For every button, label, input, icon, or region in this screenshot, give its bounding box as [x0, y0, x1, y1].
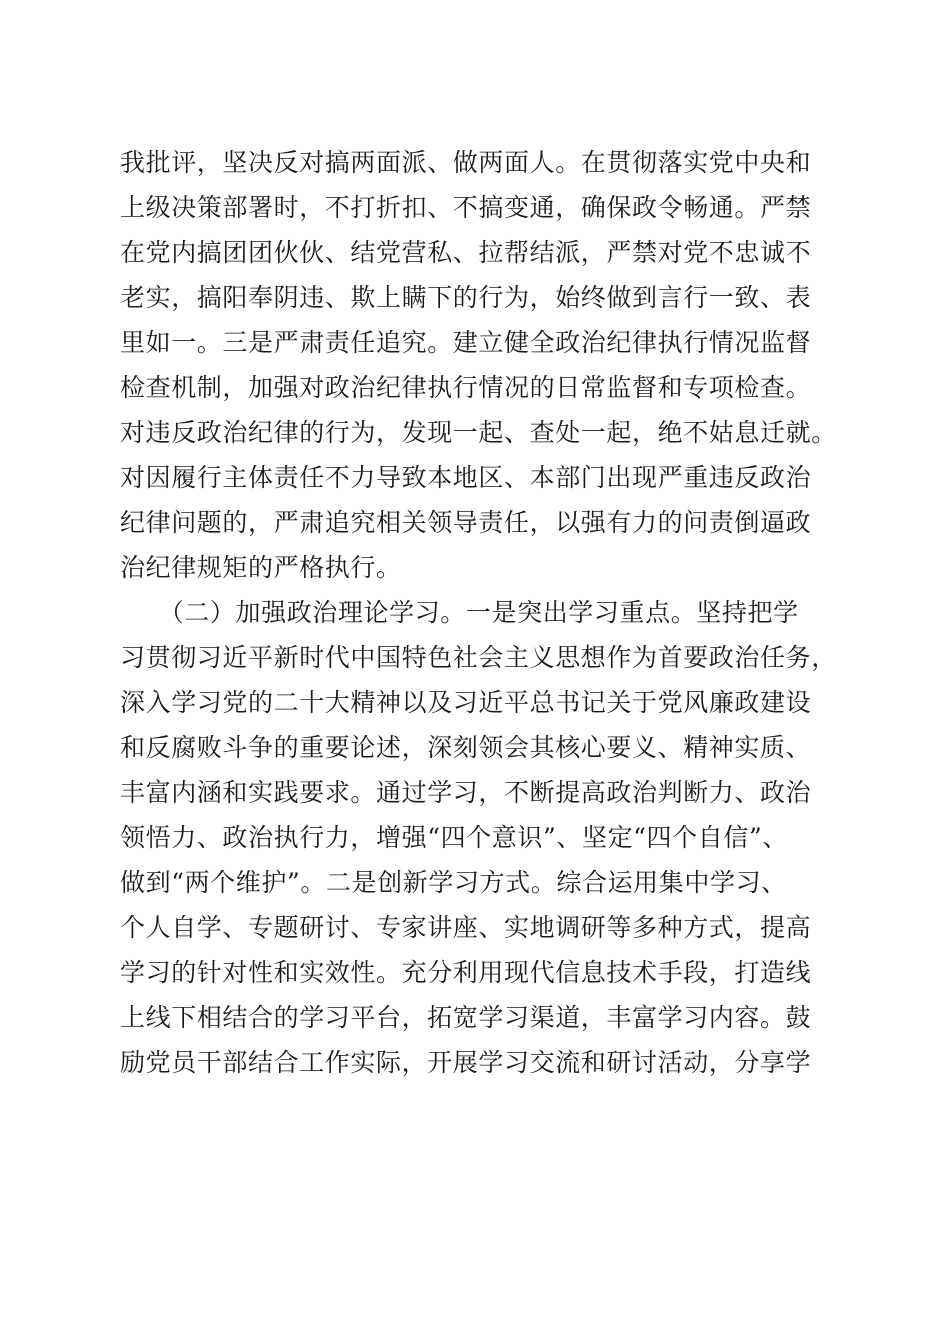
text-line: 学习的针对性和实效性。充分利用现代信息技术手段，打造线	[120, 958, 812, 987]
text-line: 丰富内涵和实践要求。通过学习，不断提高政治判断力、政治	[120, 778, 812, 807]
text-line: 上级决策部署时，不打折扣、不搞变通，确保政令畅通。严禁	[120, 193, 812, 222]
text-line: 对因履行主体责任不力导致本地区、本部门出现严重违反政治	[120, 463, 812, 492]
text-line: 上线下相结合的学习平台，拓宽学习渠道，丰富学习内容。鼓	[120, 1003, 812, 1032]
text-line: 深入学习党的二十大精神以及习近平总书记关于党风廉政建设	[120, 688, 812, 717]
text-line: 纪律问题的，严肃追究相关领导责任，以强有力的问责倒逼政	[120, 508, 812, 537]
section-heading-line: （二）加强政治理论学习。一是突出学习重点。坚持把学	[120, 598, 799, 627]
text-line: 个人自学、专题研讨、专家讲座、实地调研等多种方式，提高	[120, 913, 812, 942]
text-line: 检查机制，加强对政治纪律执行情况的日常监督和专项检查。	[120, 373, 812, 402]
text-line: 习贯彻习近平新时代中国特色社会主义思想作为首要政治任务，	[120, 643, 837, 672]
text-line: 领悟力、政治执行力，增强“四个意识”、坚定“四个自信”、	[120, 823, 788, 852]
text-line: 在党内搞团团伙伙、结党营私、拉帮结派，严禁对党不忠诚不	[120, 238, 812, 267]
text-line: 对违反政治纪律的行为，发现一起、查处一起，绝不姑息迁就。	[120, 418, 837, 447]
body-text	[120, 140, 840, 1085]
text-line: 我批评，坚决反对搞两面派、做两面人。在贯彻落实党中央和	[120, 148, 812, 177]
text-line: 里如一。三是严肃责任追究。建立健全政治纪律执行情况监督	[120, 328, 812, 357]
text-line: 励党员干部结合工作实际，开展学习交流和研讨活动，分享学	[120, 1048, 812, 1077]
text-line: 和反腐败斗争的重要论述，深刻领会其核心要义、精神实质、	[120, 733, 812, 762]
text-line: 做到“两个维护”。二是创新学习方式。综合运用集中学习、	[120, 868, 787, 897]
text-line: 老实，搞阳奉阴违、欺上瞒下的行为，始终做到言行一致、表	[120, 283, 812, 312]
text-line: 治纪律规矩的严格执行。	[120, 553, 402, 582]
